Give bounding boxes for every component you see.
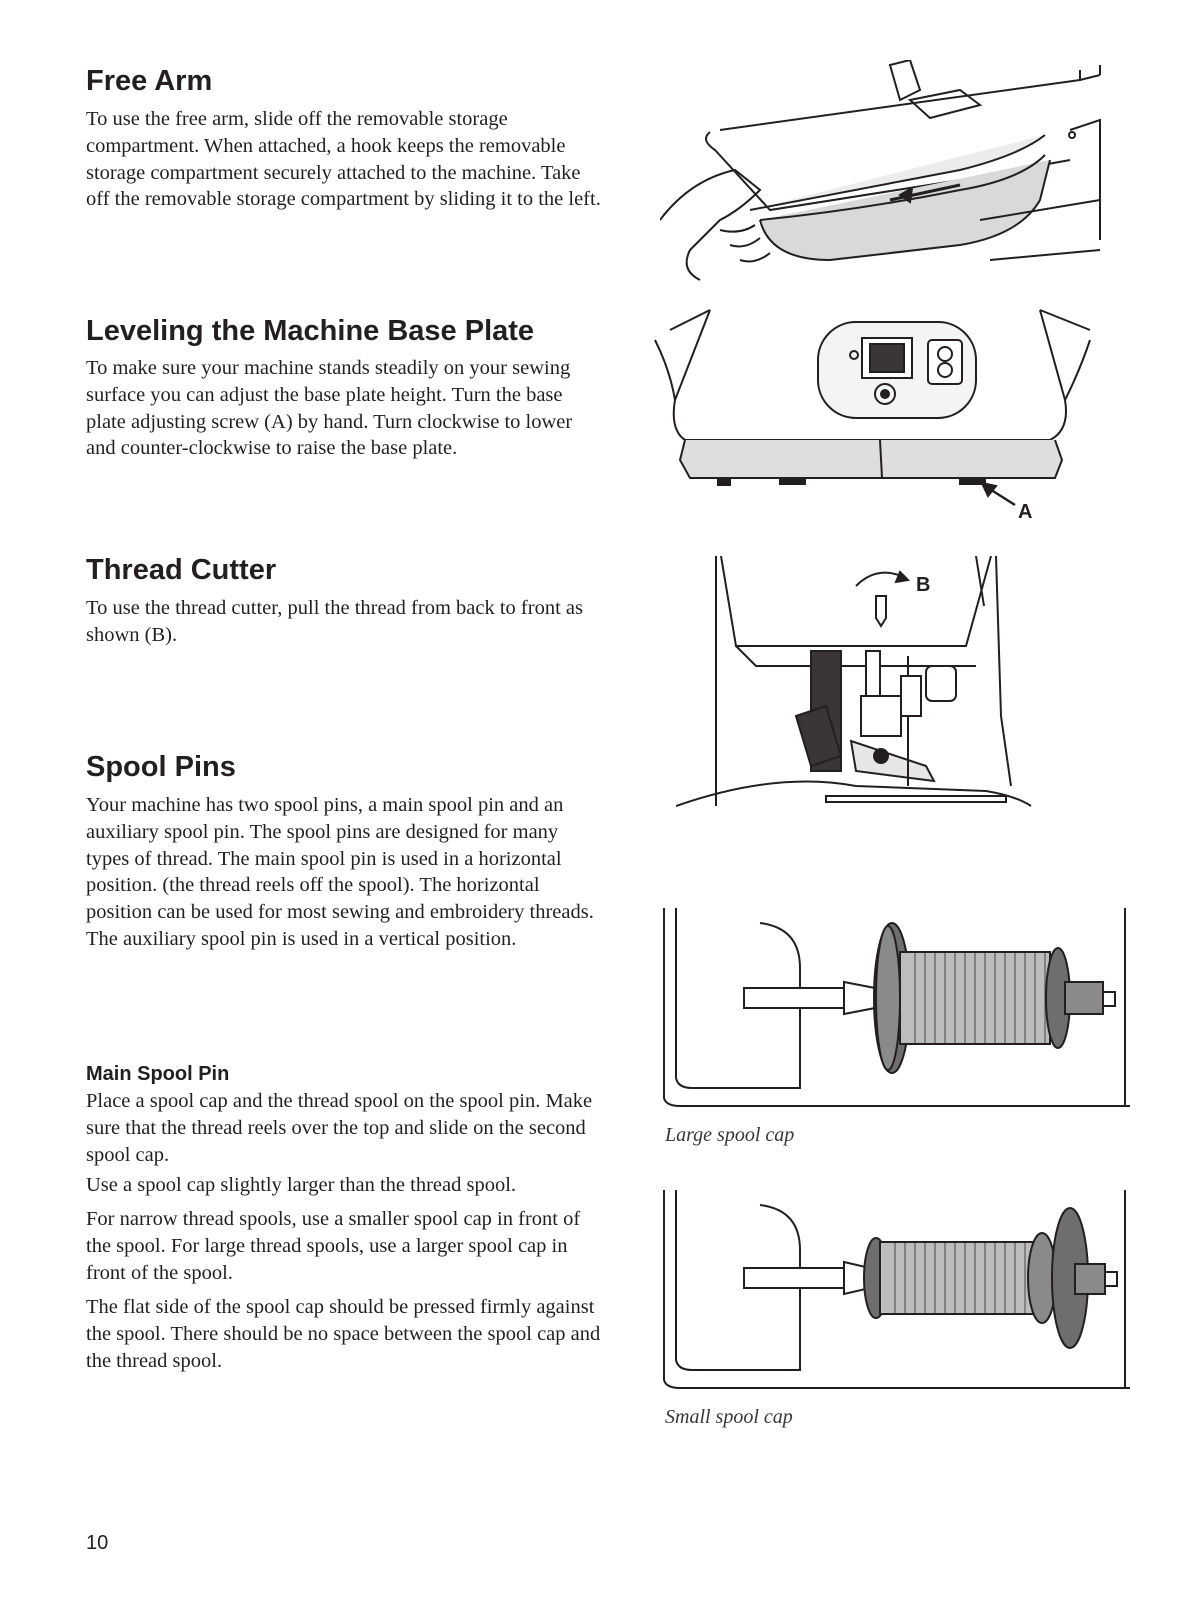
heading-thread-cutter: Thread Cutter bbox=[86, 554, 277, 586]
label-b: B bbox=[916, 574, 931, 596]
leveling-text: To make sure your machine stands steadily on your sewing surface you can adjust the base plate height. Turn the base plate adjusting screw (A) by hand. Turn clockwise to lower and counter-clockwise to raise the base plate. bbox=[86, 357, 573, 460]
small-spool-cap-illustration bbox=[660, 1190, 1140, 1400]
thread-cutter-illustration bbox=[676, 556, 1036, 816]
main-spool-pin-paragraph-2: Use a spool cap slightly larger than the thread spool. bbox=[86, 1174, 517, 1196]
thread-cutter-text: To use the thread cutter, pull the thread from back to front as shown (B). bbox=[86, 597, 583, 646]
label-a: A bbox=[1018, 501, 1033, 523]
heading-leveling: Leveling the Machine Base Plate bbox=[86, 315, 535, 347]
small-spool-cap-caption: Small spool cap bbox=[665, 1406, 793, 1428]
base-plate-illustration bbox=[650, 300, 1120, 530]
large-spool-cap-illustration bbox=[660, 908, 1140, 1118]
free-arm-illustration bbox=[660, 60, 1120, 290]
heading-main-spool-pin: Main Spool Pin bbox=[86, 1063, 230, 1085]
large-spool-cap-caption: Large spool cap bbox=[665, 1124, 795, 1146]
page-number: 10 bbox=[86, 1532, 109, 1554]
heading-spool-pins: Spool Pins bbox=[86, 751, 236, 783]
main-spool-pin-paragraph-4: The flat side of the spool cap should be pressed firmly against the spool. There should be no space between the spool cap and the thread spool. bbox=[86, 1296, 601, 1372]
main-spool-pin-paragraph-1: Place a spool cap and the thread spool on the spool pin. Make sure that the thread reels over the top and slide on the second spool cap. bbox=[86, 1090, 593, 1166]
free-arm-text: To use the free arm, slide off the removable storage compartment. When attached, a hook keeps the removable storage compartment securely attached to the machine. Take off the removable storage compartment by sliding it to the left. bbox=[86, 108, 601, 211]
main-spool-pin-paragraph-3: For narrow thread spools, use a smaller spool cap in front of the spool. For large thread spools, use a larger spool cap in front of the spool. bbox=[86, 1208, 581, 1284]
spool-pins-text: Your machine has two spool pins, a main spool pin and an auxiliary spool pin. The spool pins are designed for many types of thread. The main spool pin is used in a horizontal position. (the thread reels off the spool). The horizontal position can be used for most sewing and embroidery threads. The auxiliary spool pin is used in a vertical position. bbox=[86, 794, 594, 950]
heading-free-arm: Free Arm bbox=[86, 65, 213, 97]
